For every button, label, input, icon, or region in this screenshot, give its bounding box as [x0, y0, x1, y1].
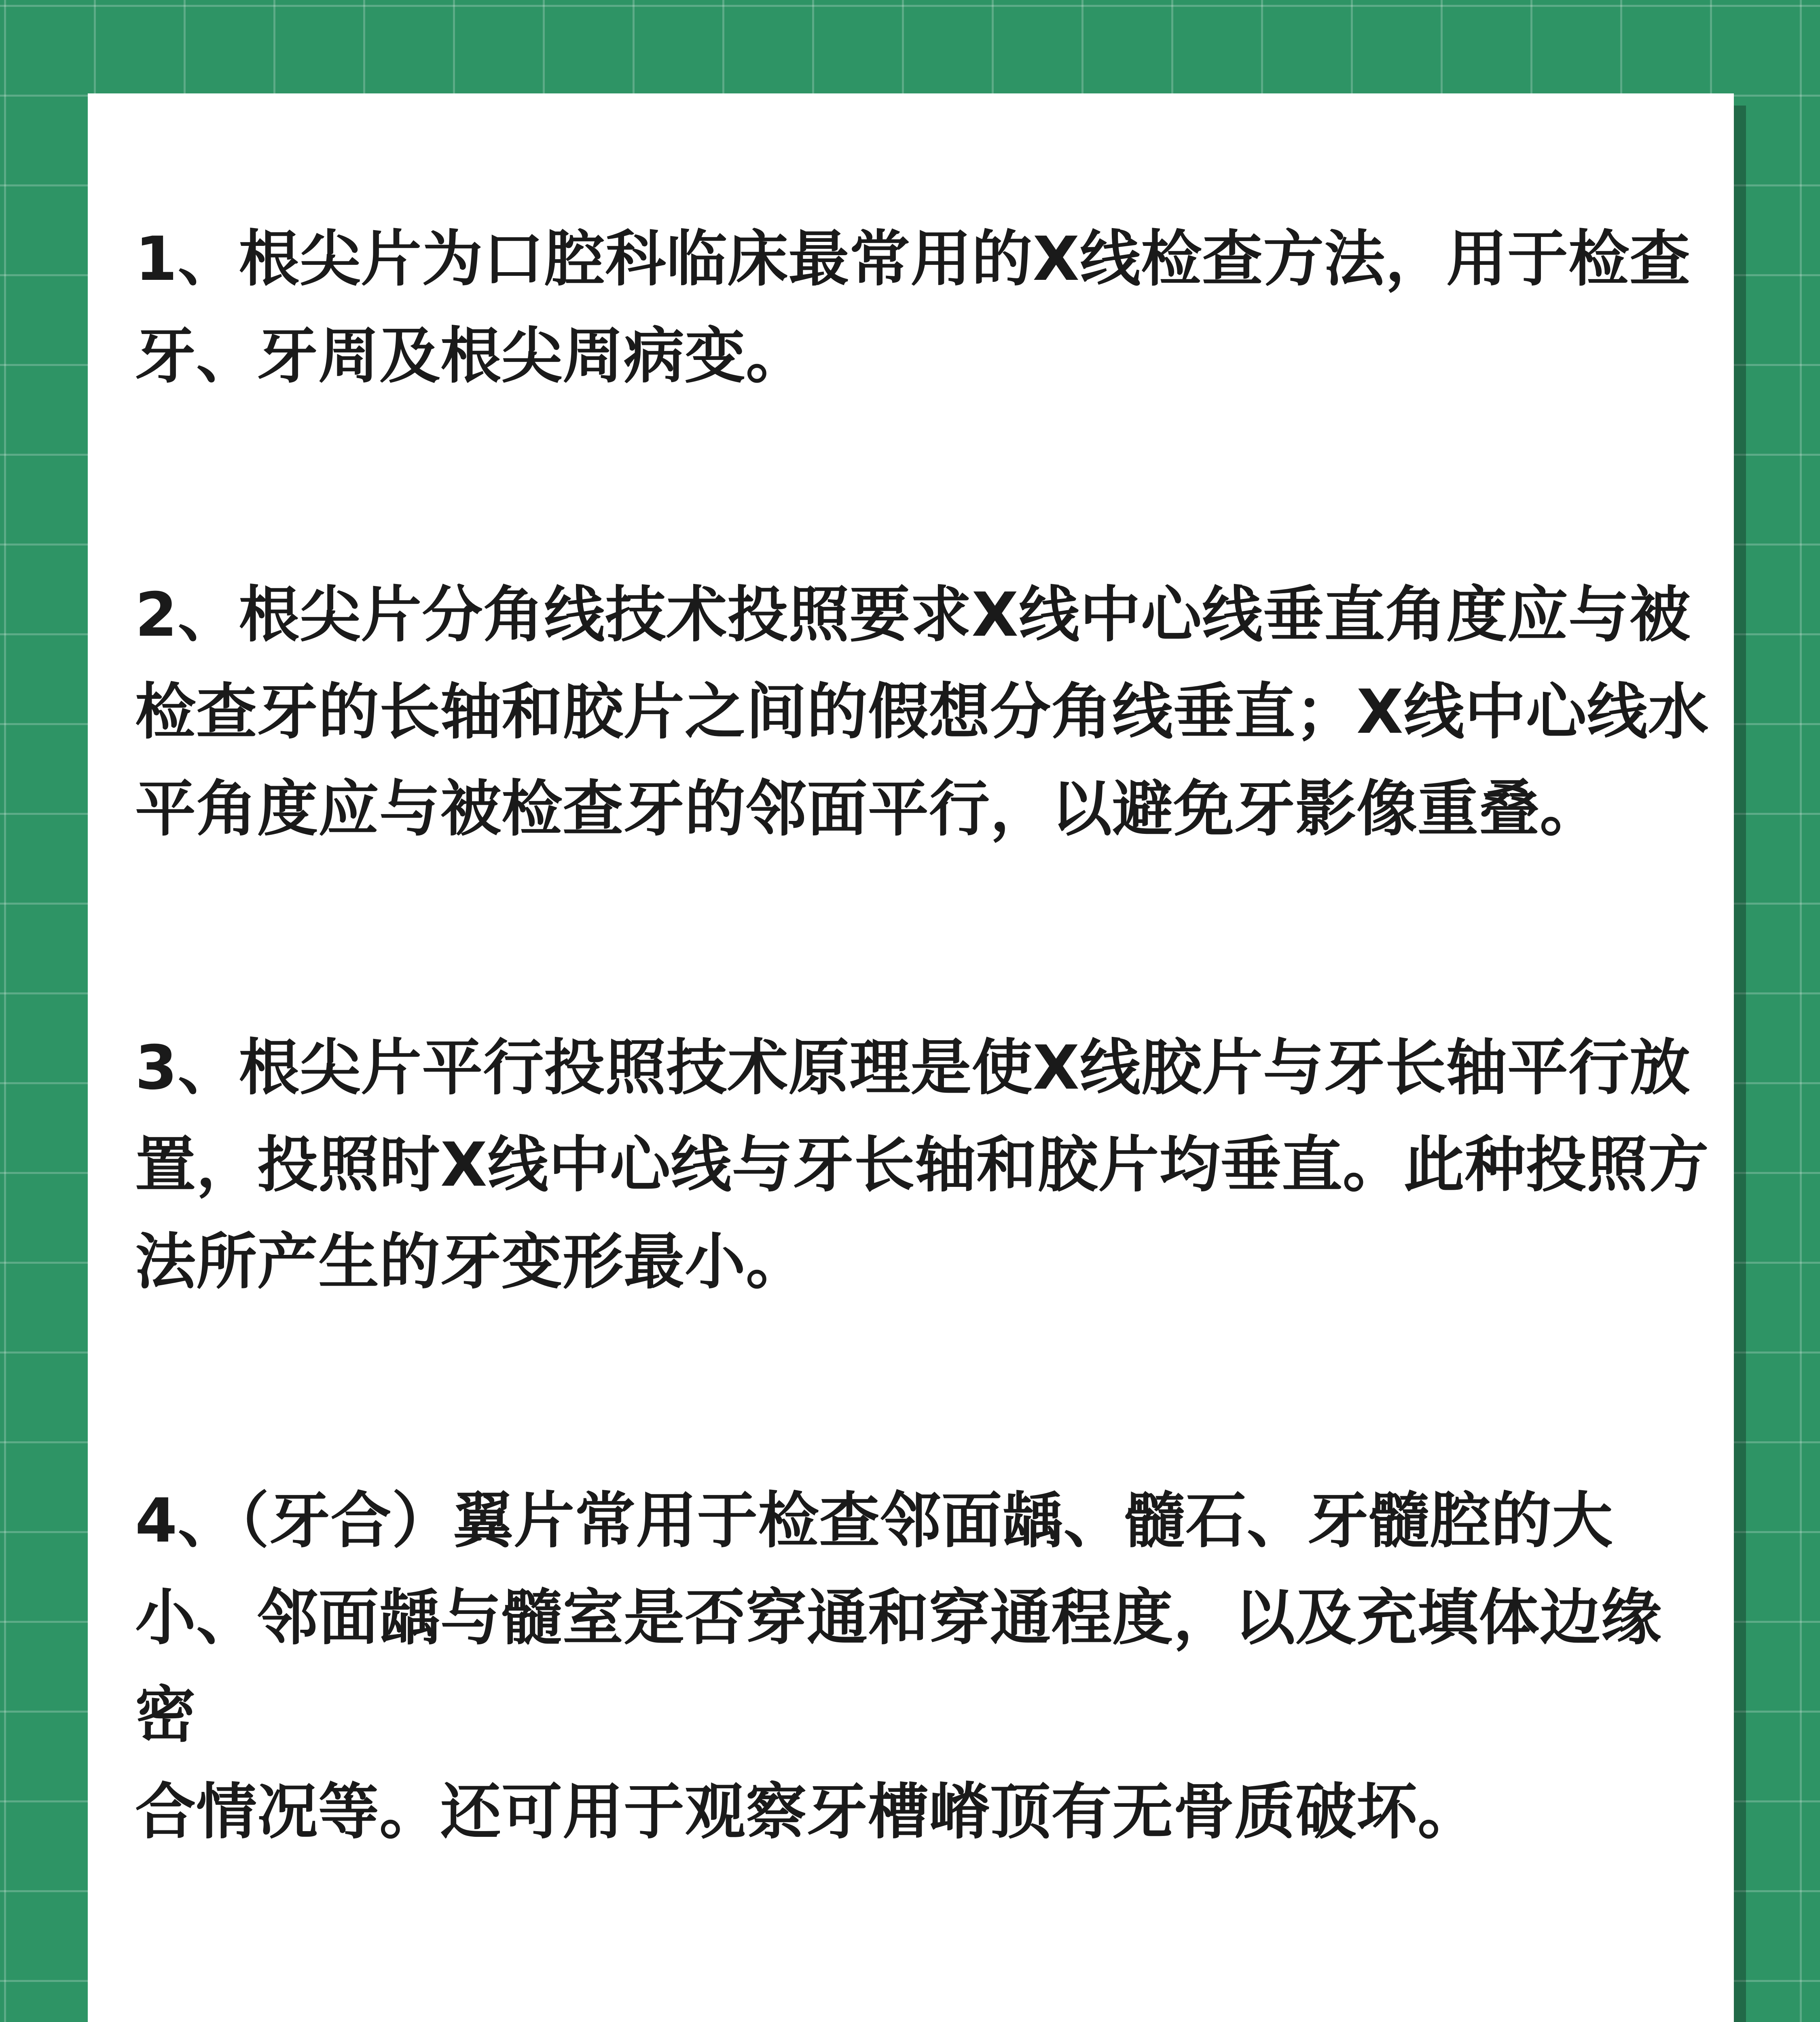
content-card: [88, 93, 1734, 2022]
list-item-2: 2、根尖片分角线技术投照要求X线中心线垂直角度应与被 检查牙的长轴和胶片之间的假想分角线垂直；X线中心线水 平角度应与被检查牙的邻面平行，以避免牙影像重叠。: [135, 580, 1709, 844]
list-item-1: 1、根尖片为口腔科临床最常用的X线检查方法，用于检查 牙、牙周及根尖周病变。: [135, 224, 1691, 391]
list-item-3: 3、根尖片平行投照技术原理是使X线胶片与牙长轴平行放 置，投照时X线中心线与牙长轴和胶片均垂直。此种投照方 法所产生的牙变形最小。: [135, 1033, 1709, 1297]
text-list: [135, 211, 1712, 2022]
list-item-4: 4、（牙合）翼片常用于检查邻面龋、髓石、牙髓腔的大 小、邻面龋与髓室是否穿通和穿通程度，以及充填体边缘密 合情况等。还可用于观察牙槽嵴顶有无骨质破坏。: [135, 1486, 1662, 1847]
